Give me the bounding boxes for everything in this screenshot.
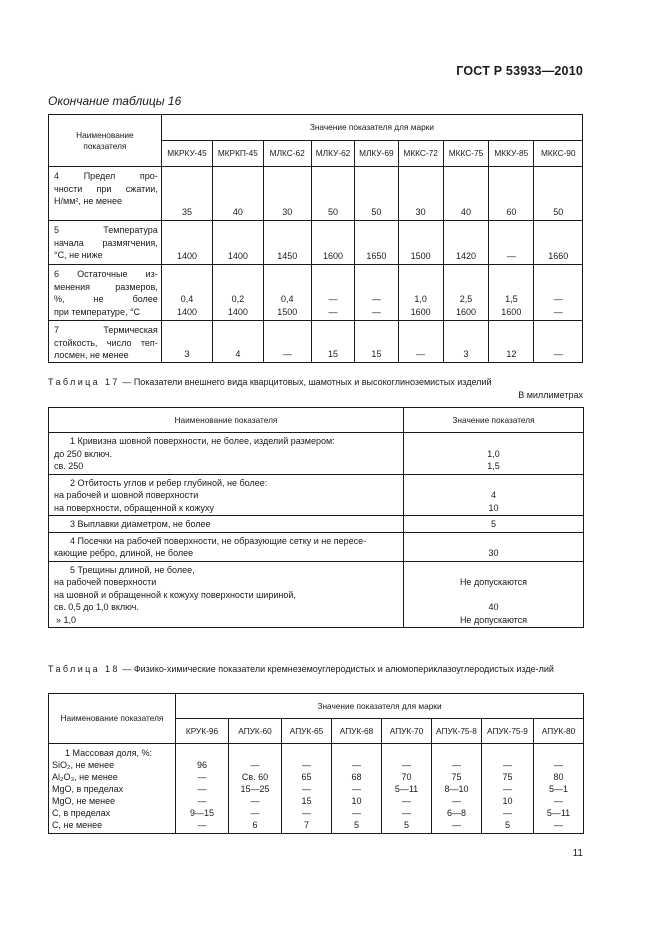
indicator-line: 5 Температура xyxy=(54,225,158,235)
table16-column-header xyxy=(213,141,263,167)
table16-value-cell xyxy=(161,167,212,221)
value: — xyxy=(402,796,411,806)
table16-value-cell xyxy=(443,221,488,265)
indicator-line: С, в пределах xyxy=(52,808,111,818)
table16-value-cell xyxy=(443,265,488,321)
header-text: Наименование показателя xyxy=(174,414,278,425)
header-text: Значение показателя xyxy=(452,414,535,425)
column-label: МККУ-85 xyxy=(494,148,529,159)
table17-value-cell xyxy=(404,433,584,475)
value: 1600 xyxy=(501,306,522,317)
value: 5 xyxy=(353,820,359,830)
value: 10 xyxy=(351,796,362,806)
value: 1400 xyxy=(176,250,197,261)
indicator-line: на рабочей и шовной поверхности xyxy=(54,490,199,500)
column-label: МЛКС-62 xyxy=(269,148,305,159)
value: 0,2 xyxy=(231,294,245,304)
table17-header-row xyxy=(49,408,584,433)
value: 60 xyxy=(506,206,517,217)
value: 5—11 xyxy=(394,784,419,794)
table16-value-cell xyxy=(534,167,583,221)
standard-code: ГОСТ Р 53933—2010 xyxy=(456,64,583,78)
table16-value-cell xyxy=(161,321,212,363)
table18-name-header xyxy=(49,694,176,744)
value: — xyxy=(553,348,563,359)
header-line: показателя xyxy=(83,140,127,151)
column-label: АПУК-60 xyxy=(238,725,272,736)
value: — xyxy=(197,784,207,794)
indicator-line: на поверхности, обращенной к кожуху xyxy=(54,502,215,513)
table16-value-cell xyxy=(443,321,488,363)
table18-value-cell xyxy=(229,744,282,834)
indicator-line: Al₂O₃, не менее xyxy=(52,772,118,782)
value: — xyxy=(553,294,563,304)
value: — xyxy=(352,760,361,770)
value: Св. 60 xyxy=(241,772,269,782)
value: — xyxy=(250,796,260,806)
table16-value-cell xyxy=(489,321,534,363)
table16-value-cell xyxy=(398,221,443,265)
value: 5—11 xyxy=(546,808,571,818)
table16-indicator-cell xyxy=(49,221,162,265)
table16-value-cell xyxy=(161,265,212,321)
value xyxy=(404,535,583,548)
value: 4 xyxy=(235,348,241,359)
table16-group-header xyxy=(161,115,582,141)
table17-unit: В миллиметрах xyxy=(518,390,583,400)
table17-caption xyxy=(48,376,583,388)
value xyxy=(404,589,583,602)
value: 50 xyxy=(371,206,382,217)
table18-column-header xyxy=(382,719,432,744)
table18-indicator-cell xyxy=(49,744,176,834)
value: 75 xyxy=(502,772,513,782)
table18-value-cell xyxy=(282,744,332,834)
table18-column-header xyxy=(482,719,534,744)
value: 5 xyxy=(504,820,510,830)
indicator-line: 4 Посечки на рабочей поверхности, не образующие сетку и не пересе- xyxy=(70,535,367,546)
table16-value-cell xyxy=(213,265,263,321)
indicator-line: чности при сжатии, xyxy=(54,183,158,194)
table17-caption-text: — Показатели внешнего вида кварцитовых, шамотных и высокоглиноземистых изделий xyxy=(119,377,492,387)
value xyxy=(432,747,481,759)
value: 35 xyxy=(181,206,192,217)
value: 1400 xyxy=(176,306,197,317)
value: 6—8 xyxy=(446,808,466,818)
column-label: МККС-72 xyxy=(403,148,438,159)
table16-column-header xyxy=(443,141,488,167)
value: 7 xyxy=(303,820,309,830)
value: 3 xyxy=(463,348,469,359)
group-header-text: Значение показателя для марки xyxy=(309,122,434,133)
value: 15—25 xyxy=(240,784,270,794)
value: — xyxy=(352,808,361,818)
table18-column-header xyxy=(534,719,584,744)
value: — xyxy=(452,820,461,830)
value: 15 xyxy=(328,348,339,359)
table16-value-cell xyxy=(263,167,311,221)
table17-indicator-cell xyxy=(49,433,404,475)
table16-value-cell xyxy=(311,265,354,321)
value: 1420 xyxy=(455,250,476,261)
value: — xyxy=(302,760,311,770)
column-label: КРУК-96 xyxy=(185,725,219,736)
value: — xyxy=(197,820,207,830)
table16-value-cell xyxy=(311,321,354,363)
value: 40 xyxy=(232,206,243,217)
value: 5 xyxy=(403,820,409,830)
table16-value-cell xyxy=(534,265,583,321)
indicator-line: 1 Кривизна шовной поверхности, не более, изделий размером: xyxy=(70,436,335,446)
value: 40 xyxy=(460,206,471,217)
value: — xyxy=(503,784,512,794)
indicator-line: 7 Термическая xyxy=(54,325,158,335)
value: 1500 xyxy=(277,306,298,317)
indicator-line: SiO₂, не менее xyxy=(52,760,115,770)
table-18 xyxy=(48,693,584,834)
value xyxy=(229,747,281,759)
table16-value-cell xyxy=(311,167,354,221)
table16-value-cell xyxy=(398,321,443,363)
indicator-line: 1 Массовая доля, %: xyxy=(65,748,152,758)
table16-row xyxy=(49,221,583,265)
value xyxy=(176,747,228,759)
table18-label: Таблица 18 xyxy=(48,664,120,674)
table18-column-header xyxy=(229,719,282,744)
value: 1400 xyxy=(227,250,248,261)
value: 1450 xyxy=(277,250,298,261)
value: 9—15 xyxy=(189,808,215,818)
value: — xyxy=(302,808,311,818)
value xyxy=(382,747,431,759)
table17-value-cell xyxy=(404,532,584,561)
table16-value-cell xyxy=(311,221,354,265)
column-label: АПУК-75-8 xyxy=(436,725,477,736)
value xyxy=(482,747,533,759)
value: — xyxy=(352,784,361,794)
table16-header-row xyxy=(49,115,583,141)
value: — xyxy=(197,772,207,782)
value: 1660 xyxy=(548,250,569,261)
value: 40 xyxy=(488,602,499,612)
indicator-line: на шовной и обращенной к кожуху поверхности шириной, xyxy=(54,589,296,600)
table16-value-cell xyxy=(263,221,311,265)
table17-row xyxy=(49,516,584,533)
table17-indicator-cell xyxy=(49,474,404,516)
value: — xyxy=(554,796,563,806)
table16-column-header xyxy=(161,141,212,167)
table16-value-cell xyxy=(355,265,398,321)
table17-indicator-cell xyxy=(49,516,404,533)
indicator-line: » 1,0 xyxy=(56,614,77,625)
table17-value-cell xyxy=(404,561,584,628)
value: — xyxy=(503,760,512,770)
table16-value-cell xyxy=(534,221,583,265)
table18-value-cell xyxy=(176,744,229,834)
value: 50 xyxy=(553,206,564,217)
indicator-line: св. 250 xyxy=(54,461,84,471)
table18-group-header xyxy=(176,694,584,719)
value: 1,0 xyxy=(487,448,500,459)
table16-name-header xyxy=(49,115,162,167)
table16-row xyxy=(49,321,583,363)
table16-value-cell xyxy=(263,265,311,321)
value: 1600 xyxy=(455,306,476,317)
indicator-line: св. 0,5 до 1,0 включ. xyxy=(54,602,139,612)
value: 68 xyxy=(351,772,362,782)
table16-indicator-cell xyxy=(49,167,162,221)
value: — xyxy=(371,294,381,304)
indicator-line: менения размеров, xyxy=(54,281,158,292)
column-label: МЛКУ-62 xyxy=(315,148,351,159)
indicator-line: на рабочей поверхности xyxy=(54,577,157,587)
indicator-line: 3 Выплавки диаметром, не более xyxy=(70,519,211,529)
indicator-line: при температуре, °С xyxy=(54,306,141,317)
value: 70 xyxy=(401,772,412,782)
table16-column-header xyxy=(263,141,311,167)
table17-value-cell xyxy=(404,474,584,516)
header-text: Наименование показателя xyxy=(60,713,164,723)
table16-value-cell xyxy=(213,221,263,265)
value: — xyxy=(402,760,411,770)
value: 30 xyxy=(282,206,293,217)
indicator-line: 4 Предел про- xyxy=(54,171,158,181)
value xyxy=(332,747,381,759)
value: 15 xyxy=(371,348,382,359)
value xyxy=(404,435,583,448)
column-label: АПУК-65 xyxy=(289,725,324,736)
table16-value-cell xyxy=(161,221,212,265)
value: 1,5 xyxy=(505,294,518,304)
table18-value-cell xyxy=(534,744,584,834)
value: 1,0 xyxy=(414,294,427,304)
column-label: МЛКУ-69 xyxy=(359,148,394,159)
table16-value-cell xyxy=(398,167,443,221)
value: 1600 xyxy=(323,250,344,261)
column-label: АПУК-80 xyxy=(541,725,576,736)
table-16 xyxy=(48,114,583,363)
value: 1400 xyxy=(227,306,248,317)
table17-row xyxy=(49,561,584,628)
value: 65 xyxy=(301,772,312,782)
value: 5—1 xyxy=(549,784,569,794)
page-number: 11 xyxy=(572,848,583,859)
table16-value-cell xyxy=(355,321,398,363)
table16-value-cell xyxy=(263,321,311,363)
column-label: МКРКУ-45 xyxy=(167,148,207,159)
value: — xyxy=(302,784,311,794)
value: — xyxy=(328,306,338,317)
indicator-line: до 250 включ. xyxy=(54,448,113,459)
value: — xyxy=(452,796,461,806)
value: — xyxy=(554,760,563,770)
table16-value-cell xyxy=(398,265,443,321)
table17-indicator-cell xyxy=(49,561,404,628)
value: — xyxy=(554,820,563,830)
indicator-line: MgO, в пределах xyxy=(52,784,124,794)
table16-continuation-title: Окончание таблицы 16 xyxy=(48,94,182,108)
value: — xyxy=(402,808,411,818)
value: 30 xyxy=(488,548,499,558)
value: 0,4 xyxy=(280,294,294,304)
indicator-line: стойкость, число теп- xyxy=(54,337,158,348)
value: — xyxy=(503,808,512,818)
table17-row xyxy=(49,474,584,516)
value: 3 xyxy=(184,348,190,359)
table18-column-header xyxy=(332,719,382,744)
table18-value-cell xyxy=(482,744,534,834)
value: 1,5 xyxy=(487,461,500,471)
value: 10 xyxy=(502,796,513,806)
table17-value-header xyxy=(404,408,584,433)
value: 96 xyxy=(196,760,207,770)
indicator-line: °С, не ниже xyxy=(54,250,103,260)
table16-indicator-cell xyxy=(49,321,162,363)
value: 15 xyxy=(301,796,312,806)
value: — xyxy=(506,250,516,261)
value: — xyxy=(328,294,338,304)
column-label: АПУК-68 xyxy=(339,725,374,736)
indicator-line: начала размягчения, xyxy=(54,237,158,248)
group-header-text: Значение показателя для марки xyxy=(317,700,442,711)
value: Не допускаются xyxy=(459,577,528,587)
indicator-line: %, не более xyxy=(54,294,158,304)
table18-column-header xyxy=(432,719,482,744)
value: 1650 xyxy=(366,250,387,261)
value: Не допускаются xyxy=(459,614,528,625)
indicator-line: MgO, не менее xyxy=(52,796,116,806)
column-label: МККС-75 xyxy=(448,148,484,159)
table17-label: Таблица 17 xyxy=(48,377,120,387)
value: 1500 xyxy=(410,250,431,261)
column-label: АПУК-70 xyxy=(389,725,424,736)
header-line: Наименование xyxy=(76,129,134,140)
value: 8—10 xyxy=(444,784,469,794)
value: — xyxy=(250,808,260,818)
table17-value-cell xyxy=(404,516,584,533)
table16-column-header xyxy=(489,141,534,167)
table16-value-cell xyxy=(489,221,534,265)
value: — xyxy=(197,796,207,806)
value: — xyxy=(250,760,260,770)
indicator-line: лосмен, не менее xyxy=(54,350,129,360)
value xyxy=(282,747,331,759)
table16-row xyxy=(49,265,583,321)
table16-value-cell xyxy=(213,167,263,221)
column-label: МККС-90 xyxy=(541,148,576,159)
table16-value-cell xyxy=(489,167,534,221)
indicator-line: 6 Остаточные из- xyxy=(54,269,158,279)
table16-value-cell xyxy=(489,265,534,321)
table16-value-cell xyxy=(443,167,488,221)
value: 75 xyxy=(451,772,462,782)
table17-indicator-cell xyxy=(49,532,404,561)
table16-indicator-cell xyxy=(49,265,162,321)
table18-value-cell xyxy=(382,744,432,834)
value: 0,4 xyxy=(180,294,194,304)
table18-value-cell xyxy=(432,744,482,834)
table17-row xyxy=(49,532,584,561)
table16-value-cell xyxy=(355,167,398,221)
table16-value-cell xyxy=(213,321,263,363)
value: — xyxy=(553,306,563,317)
table16-value-cell xyxy=(355,221,398,265)
value: 5 xyxy=(490,519,496,529)
value: 6 xyxy=(252,820,258,830)
value xyxy=(404,564,583,577)
indicator-line: кающие ребро, длиной, не более xyxy=(54,548,194,558)
value: 2,5 xyxy=(459,294,473,304)
value xyxy=(534,747,583,759)
value: 80 xyxy=(553,772,564,782)
indicator-line: Н/мм², не менее xyxy=(54,196,123,206)
value: — xyxy=(452,760,461,770)
value: 1600 xyxy=(410,306,431,317)
table18-column-header xyxy=(282,719,332,744)
table18-caption xyxy=(48,663,583,675)
column-label: АПУК-75-9 xyxy=(487,725,528,736)
table-17 xyxy=(48,407,584,628)
indicator-line: 2 Отбитость углов и ребер глубиной, не более: xyxy=(70,477,268,488)
table18-caption-text: — Физико-химические показатели кремнеземоуглеродистых и алюмопериклазоуглеродистых изде-лий xyxy=(119,664,554,674)
table18-value-cell xyxy=(332,744,382,834)
table16-column-header xyxy=(311,141,354,167)
value: 10 xyxy=(488,502,499,513)
table16-row xyxy=(49,167,583,221)
value: — xyxy=(416,348,426,359)
value: — xyxy=(371,306,381,317)
table17-row xyxy=(49,433,584,475)
value: 4 xyxy=(490,490,496,500)
value: 12 xyxy=(506,348,517,359)
value xyxy=(404,477,583,490)
table18-body-row xyxy=(49,744,584,834)
table16-column-header xyxy=(534,141,583,167)
table16-value-cell xyxy=(534,321,583,363)
table16-column-header xyxy=(355,141,398,167)
indicator-line: 5 Трещины длиной, не более, xyxy=(70,564,195,575)
column-label: МКРКП-45 xyxy=(217,148,258,159)
value: 50 xyxy=(328,206,339,217)
table16-column-header xyxy=(398,141,443,167)
table18-header-row xyxy=(49,694,584,719)
value: — xyxy=(282,348,292,359)
table18-column-header xyxy=(176,719,229,744)
value: 30 xyxy=(415,206,426,217)
table17-name-header xyxy=(49,408,404,433)
indicator-line: С, не менее xyxy=(52,820,103,830)
